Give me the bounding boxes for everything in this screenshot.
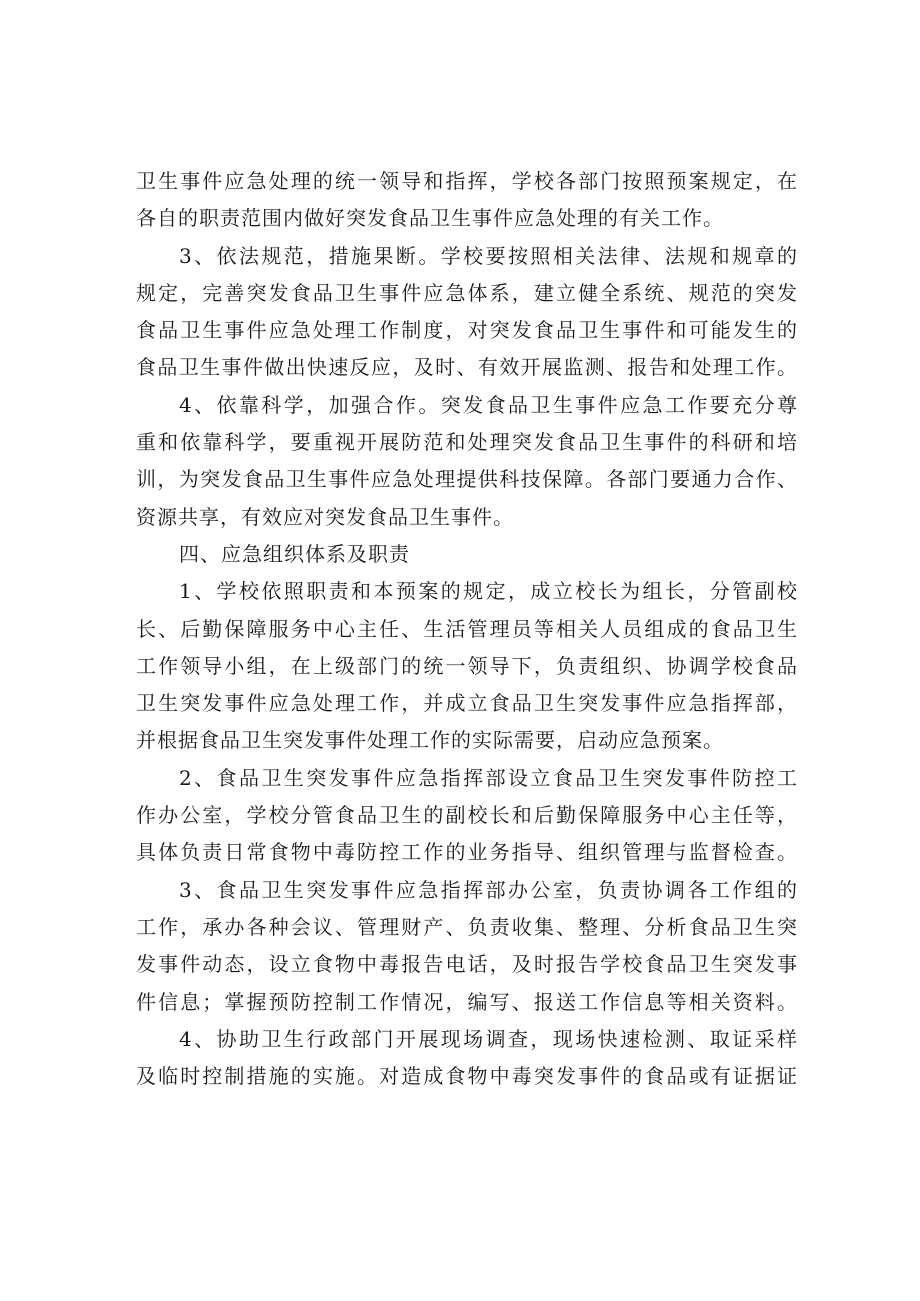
text-line: 4、依靠科学，加强合作。突发食品卫生事件应急工作要充分尊 bbox=[179, 392, 798, 417]
text-line: 1、学校依照职责和本预案的规定，成立校长为组长，分管副校 bbox=[179, 579, 798, 604]
text-line: 重和依靠科学，要重视开展防范和处理突发食品卫生事件的科研和培 bbox=[136, 430, 798, 455]
text-line: 卫生事件应急处理的统一领导和指挥，学校各部门按照预案规定，在 bbox=[136, 169, 798, 193]
text-line: 4、协助卫生行政部门开展现场调查，现场快速检测、取证采样 bbox=[179, 1026, 798, 1051]
text-line: 发事件动态，设立食物中毒报告电话，及时报告学校食品卫生突发事 bbox=[136, 952, 798, 977]
text-line: 食品卫生事件应急处理工作制度，对突发食品卫生事件和可能发生的 bbox=[136, 318, 798, 343]
text-line: 训，为突发食品卫生事件应急处理提供科技保障。各部门要通力合作、 bbox=[136, 467, 798, 492]
text-line: 工作，承办各种会议、管理财产、负责收集、整理、分析食品卫生突 bbox=[136, 914, 798, 939]
text-line: 各自的职责范围内做好突发食品卫生事件应急处理的有关工作。 bbox=[136, 206, 724, 231]
text-line: 作办公室，学校分管食品卫生的副校长和后勤保障服务中心主任等， bbox=[136, 803, 798, 828]
text-line: 长、后勤保障服务中心主任、生活管理员等相关人员组成的食品卫生 bbox=[136, 616, 798, 641]
text-line: 卫生突发事件应急处理工作，并成立食品卫生突发事件应急指挥部， bbox=[136, 691, 798, 716]
text-line: 3、依法规范，措施果断。学校要按照相关法律、法规和规章的 bbox=[179, 243, 798, 268]
text-line: 件信息；掌握预防控制工作情况，编写、报送工作信息等相关资料。 bbox=[136, 989, 798, 1014]
text-line: 3、食品卫生突发事件应急指挥部办公室，负责协调各工作组的 bbox=[179, 877, 798, 902]
text-line: 四、应急组织体系及职责 bbox=[179, 541, 410, 566]
text-line: 2、食品卫生突发事件应急指挥部设立食品卫生突发事件防控工 bbox=[179, 765, 798, 790]
text-line: 及临时控制措施的实施。对造成食物中毒突发事件的食品或有证据证 bbox=[136, 1064, 798, 1089]
document-body bbox=[136, 163, 798, 1095]
text-line: 资源共享，有效应对突发食品卫生事件。 bbox=[136, 504, 514, 529]
text-line: 规定，完善突发食品卫生事件应急体系，建立健全系统、规范的突发 bbox=[136, 280, 798, 305]
text-line: 工作领导小组，在上级部门的统一领导下，负责组织、协调学校食品 bbox=[136, 653, 798, 678]
text-line: 具体负责日常食物中毒防控工作的业务指导、组织管理与监督检查。 bbox=[136, 840, 798, 865]
text-line: 食品卫生事件做出快速反应，及时、有效开展监测、报告和处理工作。 bbox=[136, 355, 798, 380]
text-line: 并根据食品卫生突发事件处理工作的实际需要，启动应急预案。 bbox=[136, 728, 724, 753]
